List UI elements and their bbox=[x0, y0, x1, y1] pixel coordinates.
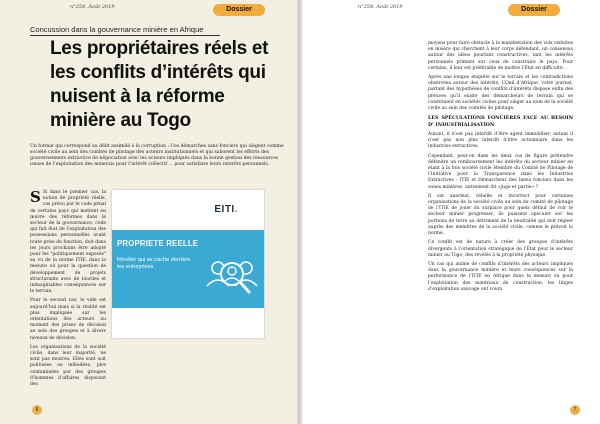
kicker-divider bbox=[30, 35, 220, 36]
page-gutter bbox=[297, 0, 303, 424]
people-search-icon bbox=[204, 250, 260, 302]
body-paragraph: Cependant, peut-on dans les deux cas de figure prétendre défendre un remboursement les intérêts du secteur minier en étant à la fois société civile Membre du Comité de Pilotage de l’Initiative pour la Transparence dans les Industries Extractives - ITIE et Démarcheur des biens fonciers dans les zones minières, autrement dit «juge et partie» ? bbox=[428, 153, 573, 190]
body-paragraph: Autant, il n’est pas interdit d’être agent immobilier; autant il n’est pas non plus interdit d’être actionnaire dans les industries extractives. bbox=[428, 132, 573, 150]
page-number: 6 bbox=[32, 405, 42, 415]
eiti-logo: EITI. bbox=[214, 204, 238, 215]
section-tag: Dossier bbox=[213, 4, 265, 16]
issue-date: n°258. Août 2019 bbox=[70, 4, 115, 10]
article-kicker: Concussion dans la gouvernance minière en Afrique bbox=[30, 25, 204, 34]
body-paragraph: Un cas qui anime de conflits d’intérêts des acteurs impliqués dans la gouvernance minière et leurs conséquences sur la performance de l’ITIE en Afrique dans la mesure où pour l’exploitation des matériaux de construction, les litiges d’exploitation sauvage ont cours. bbox=[428, 261, 573, 292]
body-paragraph: moyens pour faire obstacle à la manifestation des voix réduites en misère qui cherchent à leur corps défendant, un consensus autour des idées pourtant constructives, tant les intérêts personnels priment sur ceux de construire le pays. Pour certains, il leur est préférable de mettre l’État en difficulté. bbox=[428, 41, 573, 71]
article-headline: Les propriétaires réels et les conflits d’intérêts qui nuisent à la réforme minière au Togo bbox=[50, 38, 269, 131]
article-lead: Un format qui correspond au délit assimilé à la corruption : Ces démarches sans fonciers qui siègent comme société civile au sein des comités de pilotage des acteurs institutionnels et qui saborent les efforts des gouvernements extractive de négociation avec les acteurs impliqués dans la bonne gestion des ressources issues de l’exploitation des minerais pour l’intérêt collectif ... pour satisfaire leurs intérêts personnels. bbox=[30, 144, 284, 168]
body-paragraph: Il est anormal, rebelle et incorrect pour certaines organisations de la société civile au sein du comité de pilotage de l’ITIE de jouer du surplace pour quels défaut de voir le secteur minier progresser, ils puissent spéculer sur les portions de terre au détriment de la neutralité qui doit régner auprès des membres de la société civile, comme le prévoit la norme. bbox=[428, 193, 573, 237]
body-paragraph: Pour le second cas, le vide est aujourd’hui mais si la réalité est plus impliquée sur les orientations des acteurs au moment des prises de décision au sein des groupes et à divers niveaux de décision. bbox=[30, 298, 106, 341]
body-paragraph: Après une longue enquête sur le terrain et les contradictions observées autour des intérêts, L’Oeil d’Afrique, votre journal, partant des hypothèses de conflits d’intérêts dispose enfin des preuves qu’il existe des démarcheurs de terrain qui se constituent en sociétés civiles pour siéger au nom de la société civile au sein des comités de pilotage. bbox=[428, 75, 573, 112]
body-paragraph: S Si dans le premier cas, la notion de propriété réelle, cas prévu par le code pénal de certains pays qui mettent en œuvre des réformes dans le secteur de la gouvernance, code qui fait état de l’exploitation des possessions personnelles avant toute prise de fonction, doit dans les jours prochains être adopté pour les "politiquement exposés" au vu de la norme ITIE, dans la mesure où pour la question de développement de projets structurants avec de lourdes et inimaginables conséquences sur le terrain. bbox=[30, 188, 106, 295]
banner-title: PROPRIETE REELLE bbox=[117, 239, 199, 248]
body-paragraph: Ce conflit est de nature à créer des groupes d’intérêts divergents à l’orientation stratégique de l’État pour le secteur minier au Togo, des révélés à la propriété physique. bbox=[428, 240, 573, 258]
issue-date: n°258. Août 2019 bbox=[358, 4, 403, 10]
body-paragraph: Les organisations de la société civile, dans leur majorité, ne sont pas neutres. Elles sont soit politisées ou inféodées, pire contaminées par des groupes d’hommes d’affaires disposant des bbox=[30, 344, 106, 388]
banner-subtitle: Révéler qui se cache derrière les entreprises bbox=[117, 257, 191, 271]
drop-cap: S bbox=[30, 188, 41, 206]
beneficial-ownership-image bbox=[112, 190, 264, 338]
right-body-column bbox=[428, 41, 573, 296]
right-page bbox=[300, 0, 600, 424]
image-banner bbox=[112, 230, 264, 308]
section-heading: LES SPÉCULATIONS FONCIÈRES FACE AU BESOIN D’ INDUSTRIALISATION bbox=[428, 115, 573, 128]
section-tag: Dossier bbox=[508, 4, 560, 16]
page-number: 7 bbox=[570, 405, 580, 415]
left-body-column bbox=[30, 190, 106, 391]
